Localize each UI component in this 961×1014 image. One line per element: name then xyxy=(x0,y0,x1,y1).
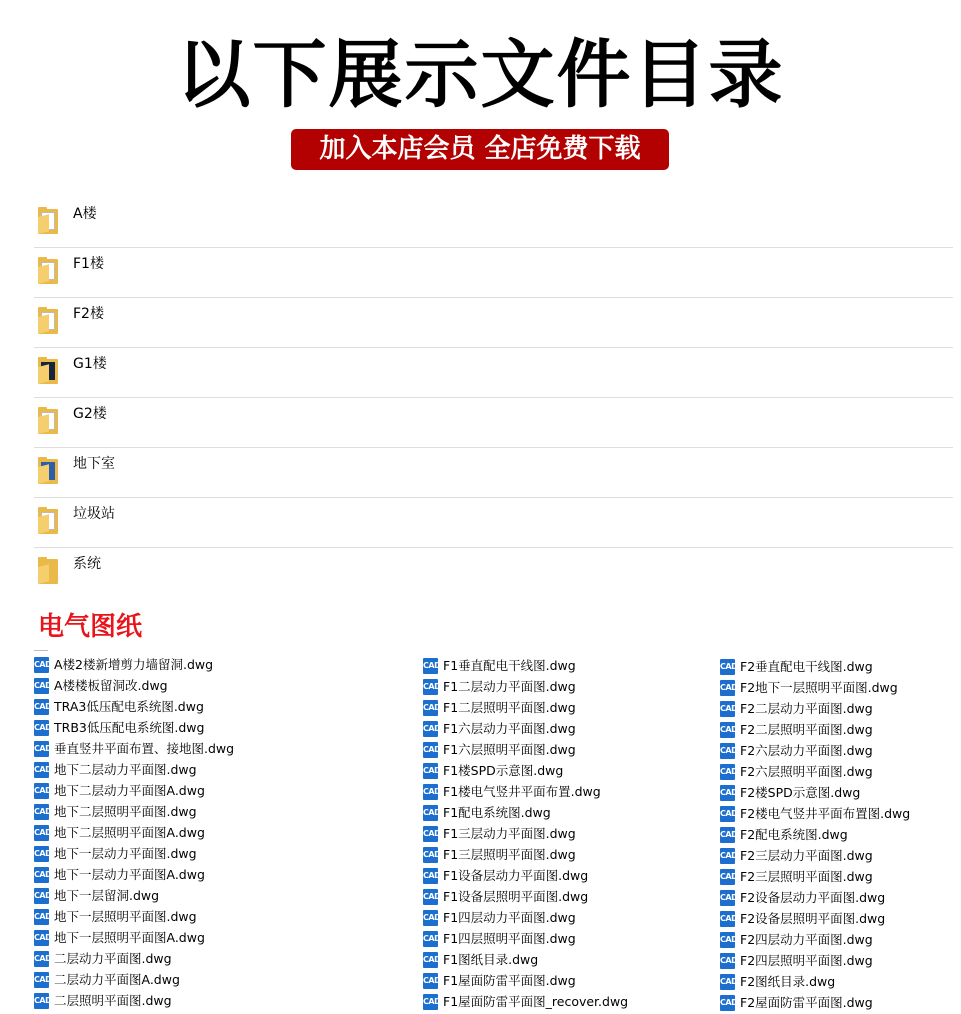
file-name: 地下二层照明平面图.dwg xyxy=(54,804,197,819)
file-name: F1二层动力平面图.dwg xyxy=(443,679,576,694)
folder-icon xyxy=(38,257,58,284)
cad-file-icon: CAD xyxy=(423,679,438,695)
file-name: F2配电系统图.dwg xyxy=(740,827,848,842)
file-name: F2四层动力平面图.dwg xyxy=(740,932,873,947)
file-name: 地下一层照明平面图A.dwg xyxy=(54,930,205,945)
page-title: 以下展示文件目录 xyxy=(176,32,785,118)
file-name: F1设备层照明平面图.dwg xyxy=(443,889,589,904)
cad-file-icon: CAD xyxy=(423,952,438,968)
folder-item[interactable] xyxy=(34,198,953,248)
cad-file-icon: CAD xyxy=(34,762,49,778)
cad-file-icon: CAD xyxy=(720,911,735,927)
cad-file-icon: CAD xyxy=(720,701,735,717)
folder-item[interactable] xyxy=(34,498,953,548)
cad-file-icon: CAD xyxy=(720,827,735,843)
folder-item[interactable] xyxy=(34,248,953,298)
cad-file-icon: CAD xyxy=(423,994,438,1010)
file-name: F1六层照明平面图.dwg xyxy=(443,742,576,757)
section-title: 电气图纸 xyxy=(38,612,143,642)
file-name: 垂直竖井平面布置、接地图.dwg xyxy=(54,741,235,756)
cad-file-icon: CAD xyxy=(720,764,735,780)
cad-file-icon: CAD xyxy=(720,953,735,969)
cad-file-icon: CAD xyxy=(720,869,735,885)
file-name: 二层照明平面图.dwg xyxy=(54,993,172,1008)
folder-icon xyxy=(38,307,58,334)
file-name: F1屋面防雷平面图.dwg xyxy=(443,973,576,988)
file-name: F2六层动力平面图.dwg xyxy=(740,743,873,758)
file-name: 地下一层动力平面图A.dwg xyxy=(54,867,205,882)
cad-file-icon: CAD xyxy=(423,763,438,779)
cad-file-icon: CAD xyxy=(423,784,438,800)
file-name: F2楼电气竖井平面布置图.dwg xyxy=(740,806,911,821)
cad-file-icon: CAD xyxy=(423,805,438,821)
file-name: F2地下一层照明平面图.dwg xyxy=(740,680,898,695)
cad-file-icon: CAD xyxy=(720,995,735,1011)
file-name: F1楼SPD示意图.dwg xyxy=(443,763,564,778)
cad-file-icon: CAD xyxy=(34,888,49,904)
folder-icon xyxy=(38,357,58,384)
cad-file-icon: CAD xyxy=(423,742,438,758)
folder-label: 地下室 xyxy=(73,456,115,472)
file-name: F1屋面防雷平面图_recover.dwg xyxy=(443,994,629,1009)
cad-file-icon: CAD xyxy=(34,657,49,673)
file-name: 地下二层动力平面图.dwg xyxy=(54,762,197,777)
file-name: F1图纸目录.dwg xyxy=(443,952,539,967)
folder-label: F2楼 xyxy=(73,306,104,322)
cad-file-icon: CAD xyxy=(720,890,735,906)
folder-label: A楼 xyxy=(73,206,97,222)
file-name: F2垂直配电干线图.dwg xyxy=(740,659,873,674)
cad-file-icon: CAD xyxy=(423,931,438,947)
section-divider xyxy=(34,650,48,651)
folder-icon xyxy=(38,407,58,434)
file-name: F1四层照明平面图.dwg xyxy=(443,931,576,946)
file-name: F2设备层动力平面图.dwg xyxy=(740,890,886,905)
folder-label: 系统 xyxy=(73,556,101,572)
cad-file-icon: CAD xyxy=(34,951,49,967)
file-name: F1垂直配电干线图.dwg xyxy=(443,658,576,673)
file-name: F2二层照明平面图.dwg xyxy=(740,722,873,737)
file-name: TRA3低压配电系统图.dwg xyxy=(54,699,204,714)
cad-file-icon: CAD xyxy=(423,910,438,926)
file-name: 地下二层照明平面图A.dwg xyxy=(54,825,205,840)
file-name: TRB3低压配电系统图.dwg xyxy=(54,720,205,735)
file-name: F2四层照明平面图.dwg xyxy=(740,953,873,968)
cad-file-icon: CAD xyxy=(34,909,49,925)
file-name: 地下一层照明平面图.dwg xyxy=(54,909,197,924)
file-name: F2二层动力平面图.dwg xyxy=(740,701,873,716)
file-name: F1二层照明平面图.dwg xyxy=(443,700,576,715)
file-name: F1设备层动力平面图.dwg xyxy=(443,868,589,883)
cad-file-icon: CAD xyxy=(720,785,735,801)
folder-item[interactable] xyxy=(34,398,953,448)
file-name: F1三层照明平面图.dwg xyxy=(443,847,576,862)
cad-file-icon: CAD xyxy=(34,993,49,1009)
file-name: F1三层动力平面图.dwg xyxy=(443,826,576,841)
file-name: F2设备层照明平面图.dwg xyxy=(740,911,886,926)
file-name: 地下一层动力平面图.dwg xyxy=(54,846,197,861)
cad-file-icon: CAD xyxy=(423,658,438,674)
cad-file-icon: CAD xyxy=(720,722,735,738)
file-name: 二层动力平面图.dwg xyxy=(54,951,172,966)
file-name: F2六层照明平面图.dwg xyxy=(740,764,873,779)
file-name: F1四层动力平面图.dwg xyxy=(443,910,576,925)
file-name: F2屋面防雷平面图.dwg xyxy=(740,995,873,1010)
cad-file-icon: CAD xyxy=(720,974,735,990)
file-name: F2图纸目录.dwg xyxy=(740,974,836,989)
cad-file-icon: CAD xyxy=(720,848,735,864)
cad-file-icon: CAD xyxy=(34,972,49,988)
folder-label: 垃圾站 xyxy=(73,506,115,522)
folder-icon xyxy=(38,457,58,484)
file-name: F2三层照明平面图.dwg xyxy=(740,869,873,884)
file-name: F1六层动力平面图.dwg xyxy=(443,721,576,736)
cad-file-icon: CAD xyxy=(720,743,735,759)
cad-file-icon: CAD xyxy=(34,804,49,820)
file-name: 地下二层动力平面图A.dwg xyxy=(54,783,205,798)
folder-label: F1楼 xyxy=(73,256,104,272)
cad-file-icon: CAD xyxy=(34,741,49,757)
file-name: A楼楼板留洞改.dwg xyxy=(54,678,168,693)
folder-icon xyxy=(38,557,58,584)
cad-file-icon: CAD xyxy=(34,846,49,862)
cad-file-icon: CAD xyxy=(423,700,438,716)
cad-file-icon: CAD xyxy=(34,825,49,841)
cad-file-icon: CAD xyxy=(423,868,438,884)
cad-file-icon: CAD xyxy=(34,930,49,946)
cad-file-icon: CAD xyxy=(720,659,735,675)
folder-label: G2楼 xyxy=(73,406,107,422)
folder-item[interactable] xyxy=(34,448,953,498)
folder-label: G1楼 xyxy=(73,356,107,372)
folder-item[interactable] xyxy=(34,548,953,597)
cad-file-icon: CAD xyxy=(423,847,438,863)
file-name: F2三层动力平面图.dwg xyxy=(740,848,873,863)
cad-file-icon: CAD xyxy=(423,826,438,842)
folder-icon xyxy=(38,207,58,234)
membership-banner[interactable]: 加入本店会员 全店免费下载 xyxy=(291,129,669,170)
cad-file-icon: CAD xyxy=(720,806,735,822)
cad-file-icon: CAD xyxy=(423,889,438,905)
file-name: F1楼电气竖井平面布置.dwg xyxy=(443,784,601,799)
folder-icon xyxy=(38,507,58,534)
cad-file-icon: CAD xyxy=(34,720,49,736)
file-name: 地下一层留洞.dwg xyxy=(54,888,160,903)
cad-file-icon: CAD xyxy=(34,783,49,799)
cad-file-icon: CAD xyxy=(720,932,735,948)
folder-item[interactable] xyxy=(34,348,953,398)
cad-file-icon: CAD xyxy=(34,699,49,715)
file-name: 二层动力平面图A.dwg xyxy=(54,972,180,987)
cad-file-icon: CAD xyxy=(423,973,438,989)
file-name: F2楼SPD示意图.dwg xyxy=(740,785,861,800)
cad-file-icon: CAD xyxy=(720,680,735,696)
cad-file-icon: CAD xyxy=(423,721,438,737)
file-name: A楼2楼新增剪力墙留洞.dwg xyxy=(54,657,214,672)
file-name: F1配电系统图.dwg xyxy=(443,805,551,820)
cad-file-icon: CAD xyxy=(34,678,49,694)
cad-file-icon: CAD xyxy=(34,867,49,883)
folder-list xyxy=(34,198,953,597)
folder-item[interactable] xyxy=(34,298,953,348)
